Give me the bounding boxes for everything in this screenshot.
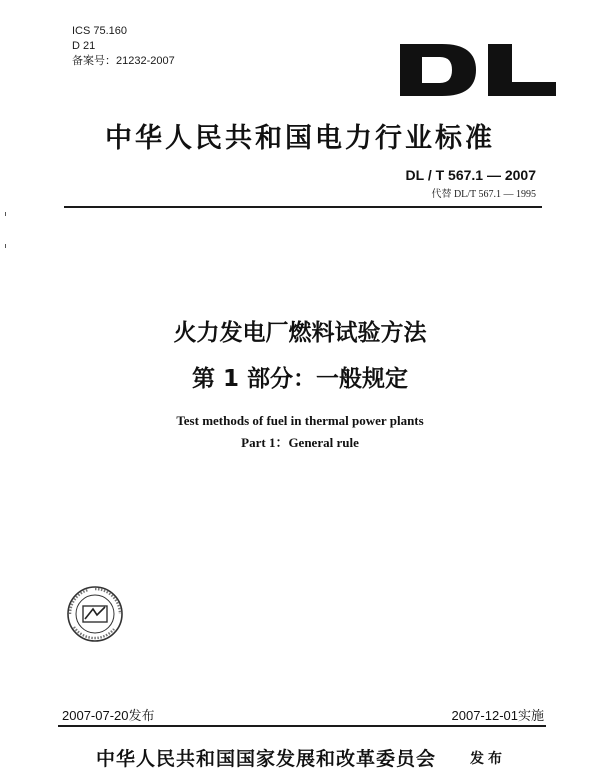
footer-divider — [58, 725, 546, 727]
margin-mark-2 — [5, 244, 6, 248]
record-number: 备案号：21232-2007 — [72, 55, 175, 67]
logo-letter-l — [488, 44, 556, 96]
ccs-code: D 21 — [72, 40, 96, 52]
title-cn-line2: 第 1 部分：一般规定 — [191, 366, 409, 392]
classification-block — [72, 24, 175, 69]
title-en-line2: Part 1：General rule — [241, 435, 359, 450]
seal-icon — [66, 585, 124, 643]
publisher-name: 中华人民共和国国家发展和改革委员会 — [96, 748, 437, 770]
dl-logo — [398, 42, 558, 98]
title-en-line1: Test methods of fuel in thermal power plants — [176, 413, 424, 428]
implementation-date: 2007-12-01实施 — [451, 708, 544, 723]
issue-date: 2007-07-20发布 — [62, 708, 155, 723]
publish-label: 发布 — [470, 751, 506, 767]
logo-letter-d — [400, 44, 476, 96]
replaced-standard: 代替 DL/T 567.1 — 1995 — [431, 189, 536, 200]
margin-mark-1 — [5, 212, 6, 216]
standard-number: DL / T 567.1 — 2007 — [405, 167, 536, 183]
header-divider — [64, 206, 542, 208]
title-cn-line1: 火力发电厂燃料试验方法 — [173, 320, 427, 346]
ics-code: ICS 75.160 — [72, 25, 128, 37]
industry-standard-title: 中华人民共和国电力行业标准 — [105, 123, 495, 154]
